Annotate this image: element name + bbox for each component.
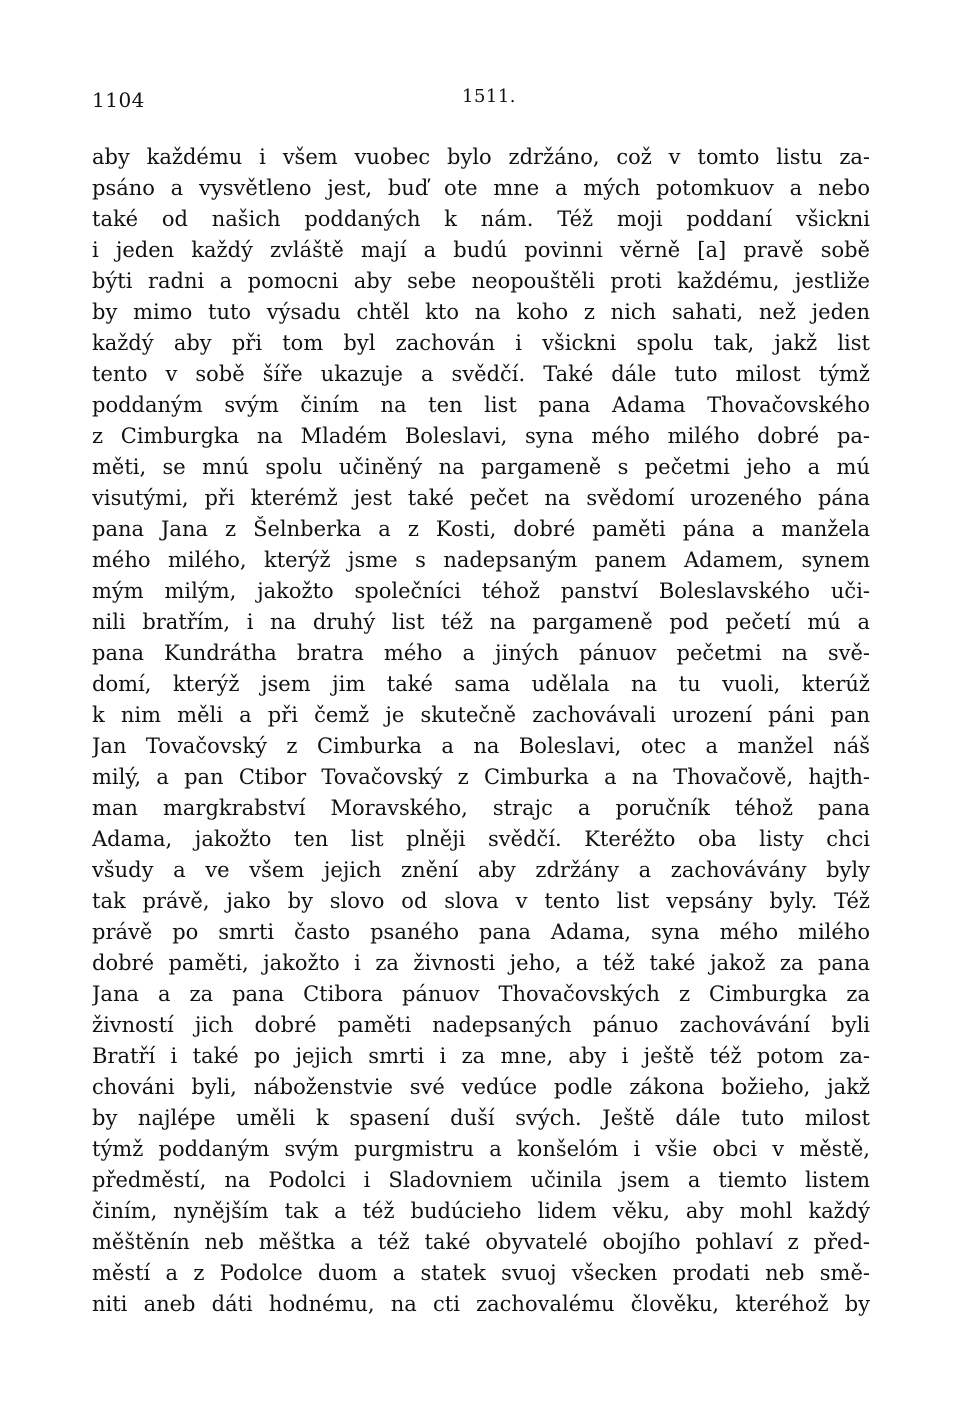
text-line: Adama, jakožto ten list plněji svědčí. Kteréžto oba listy chci bbox=[92, 827, 870, 851]
page-number: 1104 bbox=[92, 88, 145, 112]
text-line: předměstí, na Podolci i Sladovniem učinila jsem a tiemto listem bbox=[92, 1168, 870, 1192]
text-line: poddaným svým činím na ten list pana Adama Thovačovského bbox=[92, 393, 870, 417]
text-line: měti, se mnú spolu učiněný na pargameně s pečetmi jeho a mú bbox=[92, 455, 870, 479]
text-line: aby každému i všem vuobec bylo zdržáno, což v tomto listu za- bbox=[92, 145, 870, 169]
text-line: městí a z Podolce duom a statek svuoj všecken prodati neb smě- bbox=[92, 1261, 870, 1285]
page-header bbox=[92, 88, 870, 118]
text-line: tak právě, jako by slovo od slova v tento list vepsány byly. Též bbox=[92, 889, 870, 913]
text-line: živností jich dobré paměti nadepsaných pánuo zachovávání byli bbox=[92, 1013, 870, 1037]
text-line: k nim měli a při čemž je skutečně zachovávali urození páni pan bbox=[92, 703, 870, 727]
text-line: Jana a za pana Ctibora pánuov Thovačovských z Cimburgka za bbox=[92, 982, 870, 1006]
text-line: mého milého, kterýž jsme s nadepsaným panem Adamem, synem bbox=[92, 548, 870, 572]
text-line: pana Kundrátha bratra mého a jiných pánuov pečetmi na svě- bbox=[92, 641, 870, 665]
text-line: býti radni a pomocni aby sebe neopouštěli proti každému, jestliže bbox=[92, 269, 870, 293]
text-line: by mimo tuto výsadu chtěl kto na koho z nich sahati, než jeden bbox=[92, 300, 870, 324]
text-line: by najlépe uměli k spasení duší svých. Ještě dále tuto milost bbox=[92, 1106, 870, 1130]
text-line: všudy a ve všem jejich znění aby zdržány a zachovávány byly bbox=[92, 858, 870, 882]
text-line: psáno a vysvětleno jest, buď ote mne a mých potomkuov a nebo bbox=[92, 176, 870, 200]
text-line: každý aby při tom byl zachován i všickni spolu tak, jakž list bbox=[92, 331, 870, 355]
text-line: man margkrabství Moravského, strajc a poručník téhož pana bbox=[92, 796, 870, 820]
text-line: tento v sobě šíře ukazuje a svědčí. Také dále tuto milost týmž bbox=[92, 362, 870, 386]
text-line: činím, nynějším tak a též budúcieho lidem věku, aby mohl každý bbox=[92, 1199, 870, 1223]
text-line: mým milým, jakožto společníci téhož panství Boleslavského uči- bbox=[92, 579, 870, 603]
text-line: niti aneb dáti hodnému, na cti zachovalému člověku, kteréhož by bbox=[92, 1292, 870, 1316]
text-line: měštěnín neb měštka a též také obyvatelé obojího pohlaví z před- bbox=[92, 1230, 870, 1254]
text-line: visutými, při kterémž jest také pečet na svědomí urozeného pána bbox=[92, 486, 870, 510]
body-text bbox=[92, 142, 870, 1320]
text-line: právě po smrti často psaného pana Adama, syna mého milého bbox=[92, 920, 870, 944]
text-line: chováni byli, náboženstvie své vedúce podle zákona božieho, jakž bbox=[92, 1075, 870, 1099]
running-head-year: 1511. bbox=[462, 86, 517, 107]
text-line: Jan Tovačovský z Cimburka a na Boleslavi, otec a manžel náš bbox=[92, 734, 870, 758]
text-line: také od našich poddaných k nám. Též moji poddaní všickni bbox=[92, 207, 870, 231]
text-line: i jeden každý zvláště mají a budú povinni věrně [a] pravě sobě bbox=[92, 238, 870, 262]
text-line: Bratří i také po jejich smrti i za mne, aby i ještě též potom za- bbox=[92, 1044, 870, 1068]
text-line: týmž poddaným svým purgmistru a konšelóm i všie obci v městě, bbox=[92, 1137, 870, 1161]
text-line: nili bratřím, i na druhý list též na pargameně pod pečetí mú a bbox=[92, 610, 870, 634]
text-line: dobré paměti, jakožto i za živnosti jeho, a též také jakož za pana bbox=[92, 951, 870, 975]
text-line: z Cimburgka na Mladém Boleslavi, syna mého milého dobré pa- bbox=[92, 424, 870, 448]
text-line: milý, a pan Ctibor Tovačovský z Cimburka a na Thovačově, hajth- bbox=[92, 765, 870, 789]
text-line: domí, kterýž jsem jim také sama udělala na tu vuoli, kterúž bbox=[92, 672, 870, 696]
text-line: pana Jana z Šelnberka a z Kosti, dobré paměti pána a manžela bbox=[92, 517, 870, 541]
